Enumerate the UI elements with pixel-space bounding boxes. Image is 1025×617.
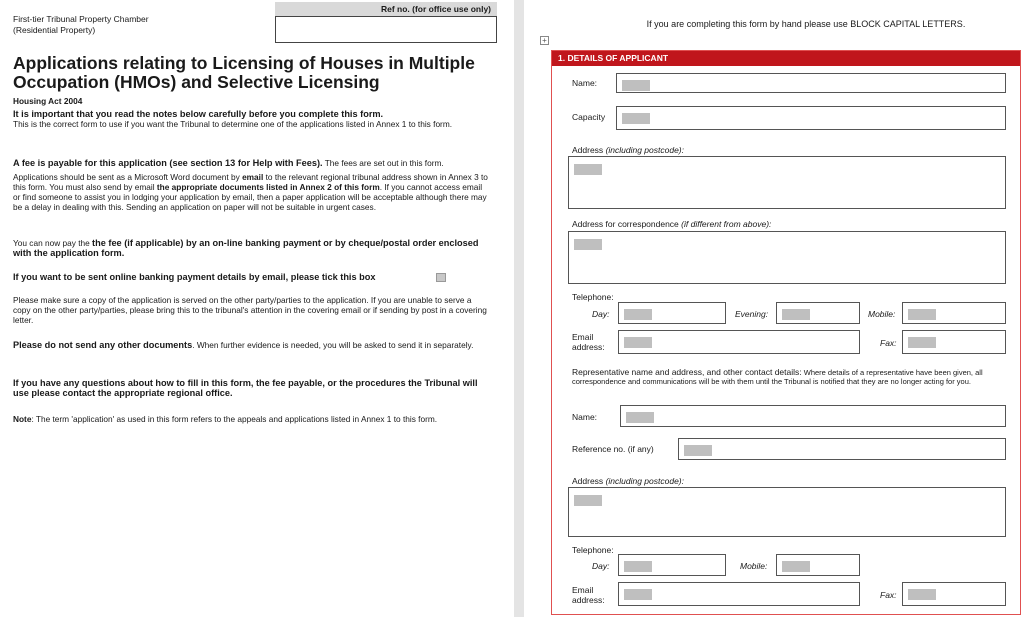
representative-note-text: Where details of a representative have been given, all correspondence and communications will be with them until the Tribunal is notified that they are no longer acting for you. bbox=[572, 368, 983, 386]
submission-email-bold: email bbox=[242, 172, 264, 182]
applicant-section-heading: 1. DETAILS OF APPLICANT bbox=[552, 51, 1020, 66]
email-label-line-1: Email bbox=[572, 332, 594, 342]
correspondence-label-text: Address for correspondence bbox=[572, 219, 679, 229]
email-label bbox=[572, 332, 605, 352]
reference-no-label: Reference no. (if any) bbox=[572, 444, 654, 454]
online-banking-row bbox=[13, 272, 491, 282]
rep-name-input[interactable] bbox=[620, 405, 1006, 427]
intro-paragraph bbox=[13, 109, 491, 129]
mobile-placeholder bbox=[908, 309, 936, 320]
rep-address-textarea[interactable] bbox=[568, 487, 1006, 537]
rep-day-label: Day: bbox=[592, 561, 610, 571]
capacity-placeholder bbox=[622, 113, 650, 124]
address-placeholder bbox=[574, 164, 602, 175]
rep-address-label bbox=[572, 476, 684, 486]
page-gap bbox=[514, 0, 524, 617]
capacity-input[interactable] bbox=[616, 106, 1006, 130]
evening-label: Evening: bbox=[735, 309, 769, 319]
rep-email-label bbox=[572, 585, 605, 605]
correspondence-label bbox=[572, 219, 771, 229]
questions-paragraph bbox=[13, 378, 491, 398]
reference-placeholder bbox=[684, 445, 712, 456]
note-bold: Note bbox=[13, 414, 32, 424]
email-placeholder bbox=[624, 337, 652, 348]
fax-input[interactable] bbox=[902, 330, 1006, 354]
rep-email-input[interactable] bbox=[618, 582, 860, 606]
address-label-text: Address bbox=[572, 145, 604, 155]
rep-mobile-label: Mobile: bbox=[740, 561, 768, 571]
rep-email-label-line-1: Email bbox=[572, 585, 594, 595]
day-placeholder bbox=[624, 309, 652, 320]
rep-address-placeholder bbox=[574, 495, 602, 506]
ref-no-label: Ref no. (for office use only) bbox=[275, 2, 497, 16]
address-label bbox=[572, 145, 684, 155]
block-capitals-note: If you are completing this form by hand please use BLOCK CAPITAL LETTERS. bbox=[646, 19, 966, 29]
mobile-phone-input[interactable] bbox=[902, 302, 1006, 324]
rep-fax-label: Fax: bbox=[880, 590, 897, 600]
no-documents-bold: Please do not send any other documents bbox=[13, 340, 193, 350]
intro-text: This is the correct form to use if you want the Tribunal to determine one of the applications listed in Annex 1 to this form. bbox=[13, 119, 453, 129]
payment-paragraph bbox=[13, 238, 491, 258]
act-label: Housing Act 2004 bbox=[13, 96, 83, 106]
online-banking-text: If you want to be sent online banking payment details by email, please tick this box bbox=[13, 272, 376, 282]
rep-name-label: Name: bbox=[572, 412, 598, 422]
submission-text-e: . If you cannot access email or find someone to assist you in lodging your application by email, then a paper application will be acceptable although there may be a delay in dealing with this. Sending an application on paper will not be suitable in urgent cases. bbox=[13, 182, 487, 212]
correspondence-placeholder bbox=[574, 239, 602, 250]
rep-email-placeholder bbox=[624, 589, 652, 600]
payment-text-a: You can now pay the bbox=[13, 238, 90, 248]
payment-bold: the fee (if applicable) by an on-line banking payment or by cheque/postal order enclosed with the application form. bbox=[13, 238, 479, 258]
table-move-handle-icon[interactable]: + bbox=[540, 36, 549, 45]
address-hint: (including postcode): bbox=[605, 145, 684, 155]
intro-bold: It is important that you read the notes below carefully before you complete this form. bbox=[13, 109, 384, 119]
rep-name-placeholder bbox=[626, 412, 654, 423]
day-label: Day: bbox=[592, 309, 610, 319]
rep-address-hint: (including postcode): bbox=[605, 476, 684, 486]
form-title: Applications relating to Licensing of Houses in Multiple Occupation (HMOs) and Selective Licensing bbox=[13, 53, 475, 92]
no-documents-text: . When further evidence is needed, you will be asked to send it in separately. bbox=[192, 340, 474, 350]
rep-address-label-text: Address bbox=[572, 476, 604, 486]
email-label-line-2: address: bbox=[572, 342, 605, 352]
applicant-name-input[interactable] bbox=[616, 73, 1006, 93]
fax-label: Fax: bbox=[880, 338, 897, 348]
rep-day-placeholder bbox=[624, 561, 652, 572]
no-documents-paragraph bbox=[13, 340, 491, 350]
rep-telephone-label: Telephone: bbox=[572, 545, 614, 555]
address-textarea[interactable] bbox=[568, 156, 1006, 209]
correspondence-hint: (if different from above): bbox=[681, 219, 772, 229]
representative-heading: Representative name and address, and other contact details: bbox=[572, 367, 802, 377]
ref-no-field[interactable] bbox=[275, 16, 497, 43]
rep-mobile-placeholder bbox=[782, 561, 810, 572]
note-text: : The term 'application' as used in this form refers to the appeals and applications listed in Annex 1 to this form. bbox=[31, 414, 438, 424]
serve-copy-paragraph: Please make sure a copy of the application is served on the other party/parties to the application. If you are unable to serve a copy on the other party/parties, please bring this to the tribunal's attention in the covering email or if sending by post in a covering letter. bbox=[13, 295, 487, 325]
fax-placeholder bbox=[908, 337, 936, 348]
rep-mobile-phone-input[interactable] bbox=[776, 554, 860, 576]
chamber-line-2: (Residential Property) bbox=[13, 25, 96, 35]
chamber-line-1: First-tier Tribunal Property Chamber bbox=[13, 14, 149, 24]
name-placeholder bbox=[622, 80, 650, 91]
capacity-label: Capacity bbox=[572, 112, 606, 122]
reference-no-input[interactable] bbox=[678, 438, 1006, 460]
rep-day-phone-input[interactable] bbox=[618, 554, 726, 576]
questions-bold: If you have any questions about how to fill in this form, the fee payable, or the procedures the Tribunal will use please contact the appropriate regional office. bbox=[13, 378, 478, 398]
document-page-right bbox=[524, 0, 1025, 617]
submission-paragraph bbox=[13, 172, 491, 212]
rep-email-label-line-2: address: bbox=[572, 595, 605, 605]
submission-text-a: Applications should be sent as a Microsoft Word document by bbox=[13, 172, 240, 182]
name-label: Name: bbox=[572, 78, 598, 88]
fee-tail: The fees are set out in this form. bbox=[324, 158, 444, 168]
note-paragraph bbox=[13, 414, 491, 424]
evening-placeholder bbox=[782, 309, 810, 320]
online-banking-checkbox[interactable] bbox=[436, 273, 446, 282]
evening-phone-input[interactable] bbox=[776, 302, 860, 324]
rep-fax-input[interactable] bbox=[902, 582, 1006, 606]
submission-docs-bold: the appropriate documents listed in Annex 2 of this form bbox=[156, 182, 380, 192]
rep-fax-placeholder bbox=[908, 589, 936, 600]
mobile-label: Mobile: bbox=[868, 309, 896, 319]
chamber-heading bbox=[13, 14, 233, 36]
representative-note bbox=[572, 368, 1004, 386]
telephone-label: Telephone: bbox=[572, 292, 614, 302]
email-input[interactable] bbox=[618, 330, 860, 354]
day-phone-input[interactable] bbox=[618, 302, 726, 324]
submission-text-c: to the relevant regional tribunal address shown in Annex 3 to this form. You must also send by email bbox=[13, 172, 488, 192]
fee-bold: A fee is payable for this application (see section 13 for Help with Fees). bbox=[13, 158, 323, 168]
fee-paragraph bbox=[13, 158, 491, 168]
correspondence-address-textarea[interactable] bbox=[568, 231, 1006, 284]
